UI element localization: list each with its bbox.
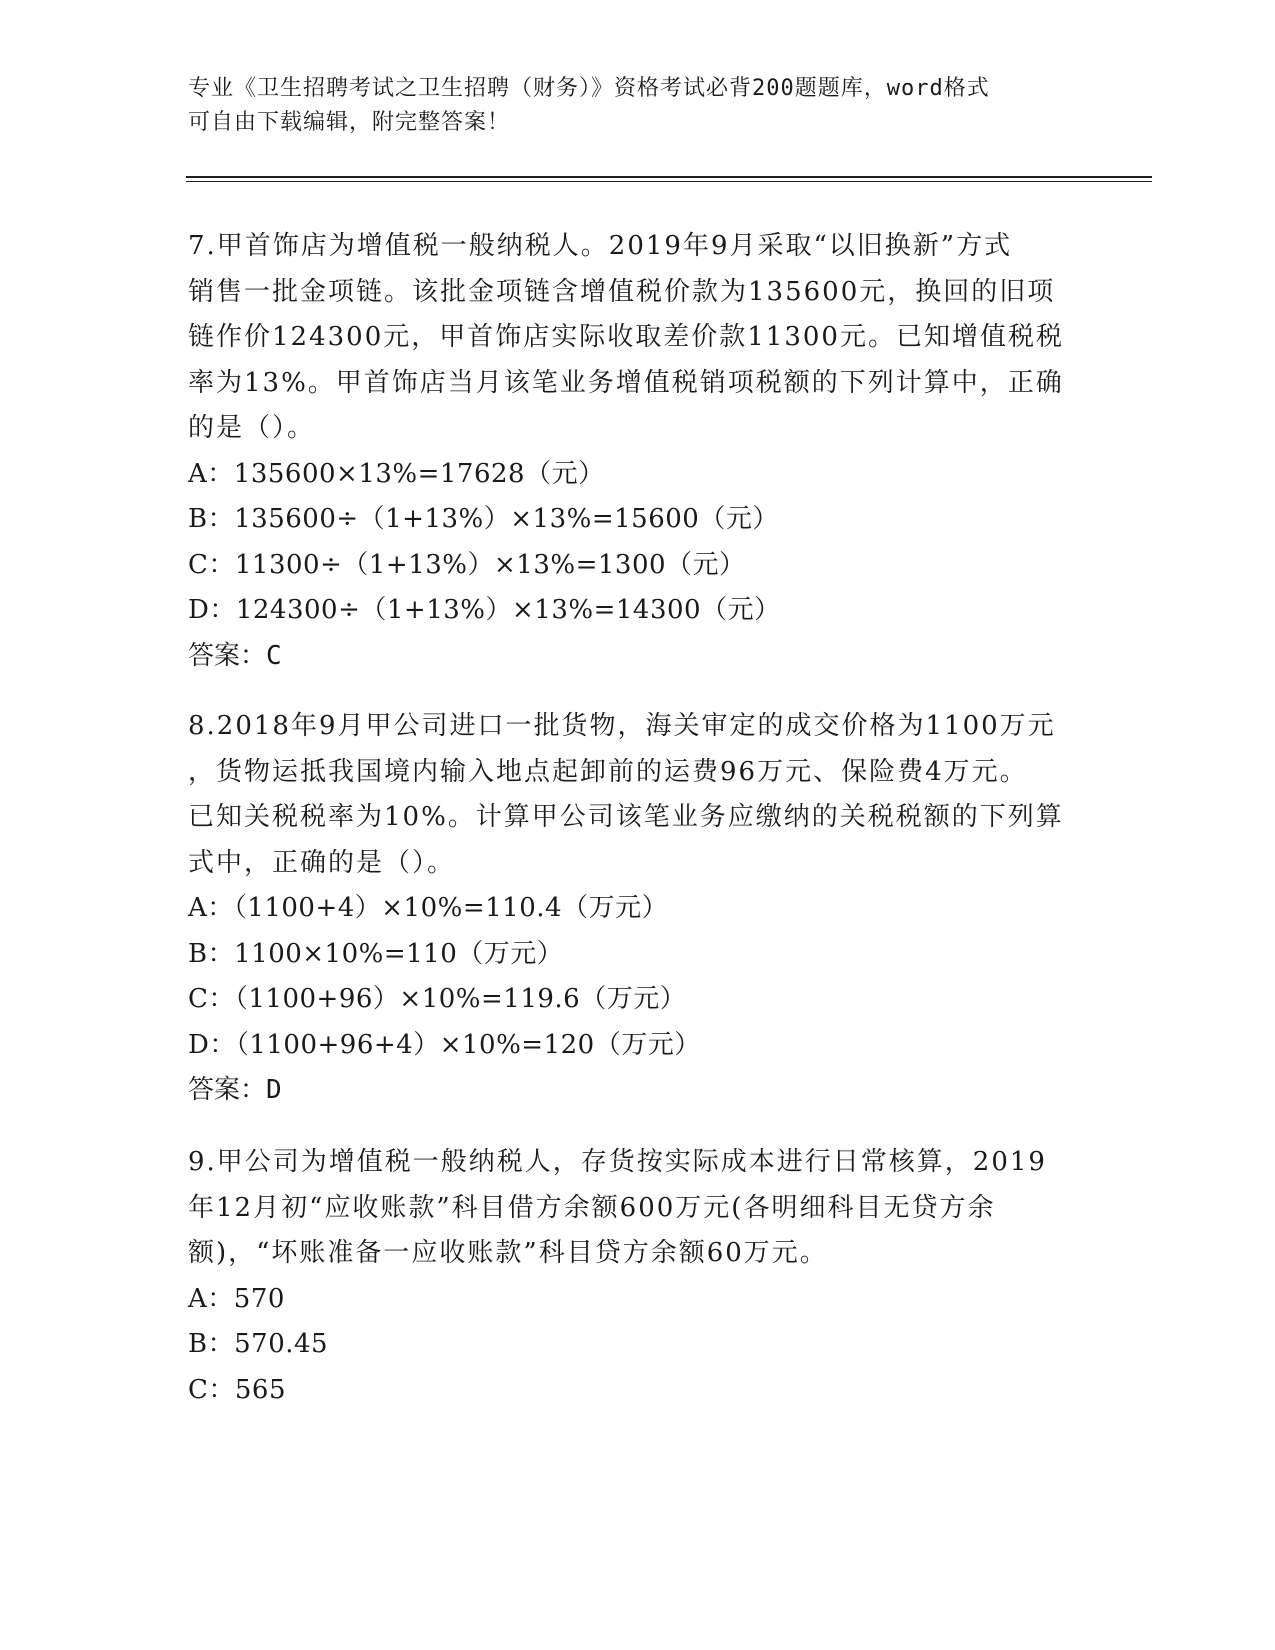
option-list (188, 1277, 1088, 1414)
question-stem (188, 224, 1088, 452)
header-divider-thick (186, 176, 1152, 178)
option-b: B：570.45 (188, 1329, 329, 1359)
question-stem-line: 式中，正确的是（）。 (188, 847, 456, 878)
option-d: D：（1100+96+4）×10%=120（万元） (188, 1029, 701, 1060)
option-list (188, 886, 1088, 1068)
question-stem (188, 704, 1088, 886)
question-stem-line: 7.甲首饰店为增值税一般纳税人。2019年9月采取“以旧换新”方式 (188, 231, 1013, 261)
question-stem-line: 9.甲公司为增值税一般纳税人，存货按实际成本进行日常核算，2019 (188, 1147, 1047, 1177)
document-header (188, 72, 1088, 140)
option-c: C：11300÷（1+13%）×13%=1300（元） (188, 549, 746, 580)
option-d: D：124300÷（1+13%）×13%=14300（元） (188, 595, 781, 625)
header-line-1: 专业《卫生招聘考试之卫生招聘（财务）》资格考试必背200题题库，word格式 (188, 76, 990, 101)
header-divider-thin (186, 181, 1152, 182)
option-c: C：（1100+96）×10%=119.6（万元） (188, 984, 687, 1014)
question-8 (188, 704, 1088, 1114)
question-stem-line: 年12月初“应收账款”科目借方余额600万元(各明细科目无贷方余 (188, 1192, 996, 1223)
option-b: B：1100×10%=110（万元） (188, 938, 564, 969)
option-a: A：（1100+4）×10%=110.4（万元） (188, 893, 669, 923)
question-stem (188, 1140, 1088, 1277)
header-line-2: 可自由下载编辑，附完整答案！ (188, 110, 511, 135)
question-stem-line: 额)，“坏账准备一应收账款”科目贷方余额60万元。 (188, 1238, 828, 1268)
question-stem-line: 链作价124300元，甲首饰店实际收取差价款11300元。已知增值税税 (188, 322, 1064, 352)
question-stem-line: 的是（）。 (188, 413, 316, 443)
option-b: B：135600÷（1+13%）×13%=15600（元） (188, 504, 779, 534)
answer-line (188, 634, 1088, 680)
option-list (188, 452, 1088, 634)
answer-value: C (266, 640, 282, 671)
option-c: C：565 (188, 1374, 287, 1405)
question-9 (188, 1140, 1088, 1413)
question-stem-line: 率为13%。甲首饰店当月该笔业务增值税销项税额的下列计算中，正确 (188, 367, 1064, 398)
answer-label: 答案： (188, 640, 267, 671)
option-a: A：135600×13%=17628（元） (188, 458, 605, 489)
question-stem-line: 已知关税税率为10%。计算甲公司该笔业务应缴纳的关税税额的下列算 (188, 802, 1064, 832)
answer-label: 答案： (188, 1075, 267, 1105)
question-7 (188, 224, 1088, 679)
question-stem-line: ，货物运抵我国境内输入地点起卸前的运费96万元、保险费4万元。 (188, 756, 1028, 787)
option-a: A：570 (188, 1283, 285, 1314)
answer-line (188, 1068, 1088, 1114)
question-stem-line: 销售一批金项链。该批金项链含增值税价款为135600元，换回的旧项 (188, 276, 1056, 307)
question-stem-line: 8.2018年9月甲公司进口一批货物，海关审定的成交价格为1100万元 (188, 711, 1056, 741)
answer-value: D (266, 1075, 282, 1105)
